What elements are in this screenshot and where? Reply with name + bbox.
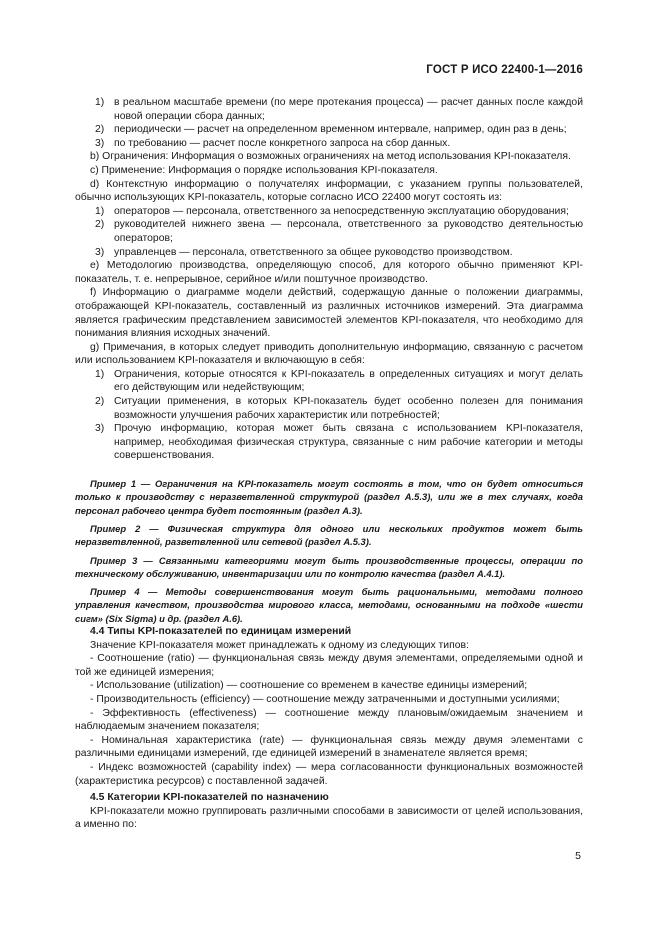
paragraph-f: f) Информацию о диаграмме модели действий, содержащую данные о положении диаграммы, отображающей KPI-показатель, составленный из различных источников измерений. Эта диаграмма является графическим представлением зависимостей элементов KPI-показателя, что необходимо для понимания влияния исходных значений. bbox=[75, 287, 583, 340]
example-3: Пример 3 — Связанными категориями могут быть производственные процессы, операции по техническому обслуживанию, инвентаризации или по контролю качества (раздел А.4.1). bbox=[75, 554, 583, 579]
list-item: 2) периодически — расчет на определенном временном интервале, например, один раз в день; bbox=[95, 124, 567, 136]
paragraph-d: d) Контекстную информацию о получателях информации, с указанием группы пользователей, обычно использующих KPI-показатель, которые согласно ИСО 22400 могут состоять из: bbox=[75, 178, 583, 204]
paragraph-c: c) Применение: Информация о порядке использования KPI-показателя. bbox=[90, 164, 438, 176]
list-item: 1) Ограничения, которые относятся к KPI-показатель в определенных ситуациях и могут делать его действующим или недействующим; bbox=[95, 368, 583, 394]
section-4-5-intro: KPI-показатели можно группировать различными способами в зависимости от целей использования, а именно по: bbox=[75, 805, 583, 831]
type-item: - Использование (utilization) — соотношение со временем в качестве единицы измерений; bbox=[90, 680, 528, 692]
list-item: 1) в реальном масштабе времени (по мере протекания процесса) — расчет данных после каждой новой операции сбора данных; bbox=[95, 97, 583, 122]
example-4: Пример 4 — Методы совершенствования могут быть рациональными, методами полного управления качеством, производства мирового класса, методами, основанными на подходе «шести сигм» (Six Sigma) и др. (раздел А.6). bbox=[75, 586, 583, 624]
example-2: Пример 2 — Физическая структура для одного или нескольких продуктов может быть неразветвленной, разветвленной или сетевой (раздел А.5.3). bbox=[75, 522, 583, 548]
section-4-4-title: 4.4 Типы KPI-показателей по единицам измерений bbox=[90, 626, 352, 637]
list-item: 2) руководителей нижнего звена — персонала, ответственного за руководство деятельностью операторов; bbox=[95, 219, 583, 244]
list-item: 2) Ситуации применения, в которых KPI-показатель будет особенно полезен для понимания возможности улучшения рабочих характеристик или потребностей; bbox=[95, 396, 583, 421]
example-1: Пример 1 — Ограничения на KPI-показатель могут состоять в том, что он будет относиться только к производству с неразветвленной структурой (раздел А.5.3), или же в тех случаях, когда персонал рабочего центра будет постоянным (раздел А.3). bbox=[75, 478, 583, 516]
paragraph-e: e) Методологию производства, определяющую способ, для которого обычно применяют KPI-показатель, т. е. непрерывное, серийное и/или поштучное производство. bbox=[75, 260, 583, 285]
type-item: - Производительность (efficiency) — соотношение между затраченными и доступными усилиями; bbox=[90, 693, 560, 705]
paragraph-b: b) Ограничения: Информация о возможных ограничениях на метод использования KPI-показателя. bbox=[90, 151, 571, 163]
list-item: 3) Прочую информацию, которая может быть связана с использованием KPI-показателя, например, необходимая физическая структура, связанные с ним рабочие категории и методы совершенствования. bbox=[95, 423, 583, 462]
type-item: - Индекс возможностей (capability index) — мера согласованности функциональных возможностей (характеристика ресурсов) с поставленной задачей. bbox=[75, 761, 583, 787]
standard-code-header: ГОСТ Р ИСО 22400-1—2016 bbox=[426, 64, 583, 76]
page-number: 5 bbox=[575, 850, 581, 862]
body-text bbox=[75, 96, 583, 832]
type-item: - Соотношение (ratio) — функциональная связь между двумя элементами, определяемыми одной и той же единицей измерения; bbox=[75, 653, 583, 678]
type-item: - Номинальная характеристика (rate) — функциональная связь между двумя элементами с различными единицами измерений, где единицей измерений в знаменателе является время; bbox=[75, 734, 583, 760]
list-item: 1) операторов — персонала, ответственного за непосредственную эксплуатацию оборудования; bbox=[95, 205, 569, 217]
type-item: - Эффективность (effectiveness) — соотношение между плановым/ожидаемым значением и наблюдаемым значением показателя; bbox=[75, 707, 583, 733]
paragraph-g: g) Примечания, в которых следует приводить дополнительную информацию, связанную с расчетом или использованием KPI-показателя и включающую в себя: bbox=[75, 341, 583, 367]
list-item: 3) по требованию — расчет после конкретного запроса на сбор данных. bbox=[95, 137, 451, 149]
list-item: 3) управленцев — персонала, ответственного за общее руководство производством. bbox=[95, 246, 513, 258]
section-4-5-title: 4.5 Категории KPI-показателей по назначению bbox=[90, 792, 329, 804]
section-4-4-intro: Значение KPI-показателя может принадлежать к одному из следующих типов: bbox=[90, 639, 469, 651]
